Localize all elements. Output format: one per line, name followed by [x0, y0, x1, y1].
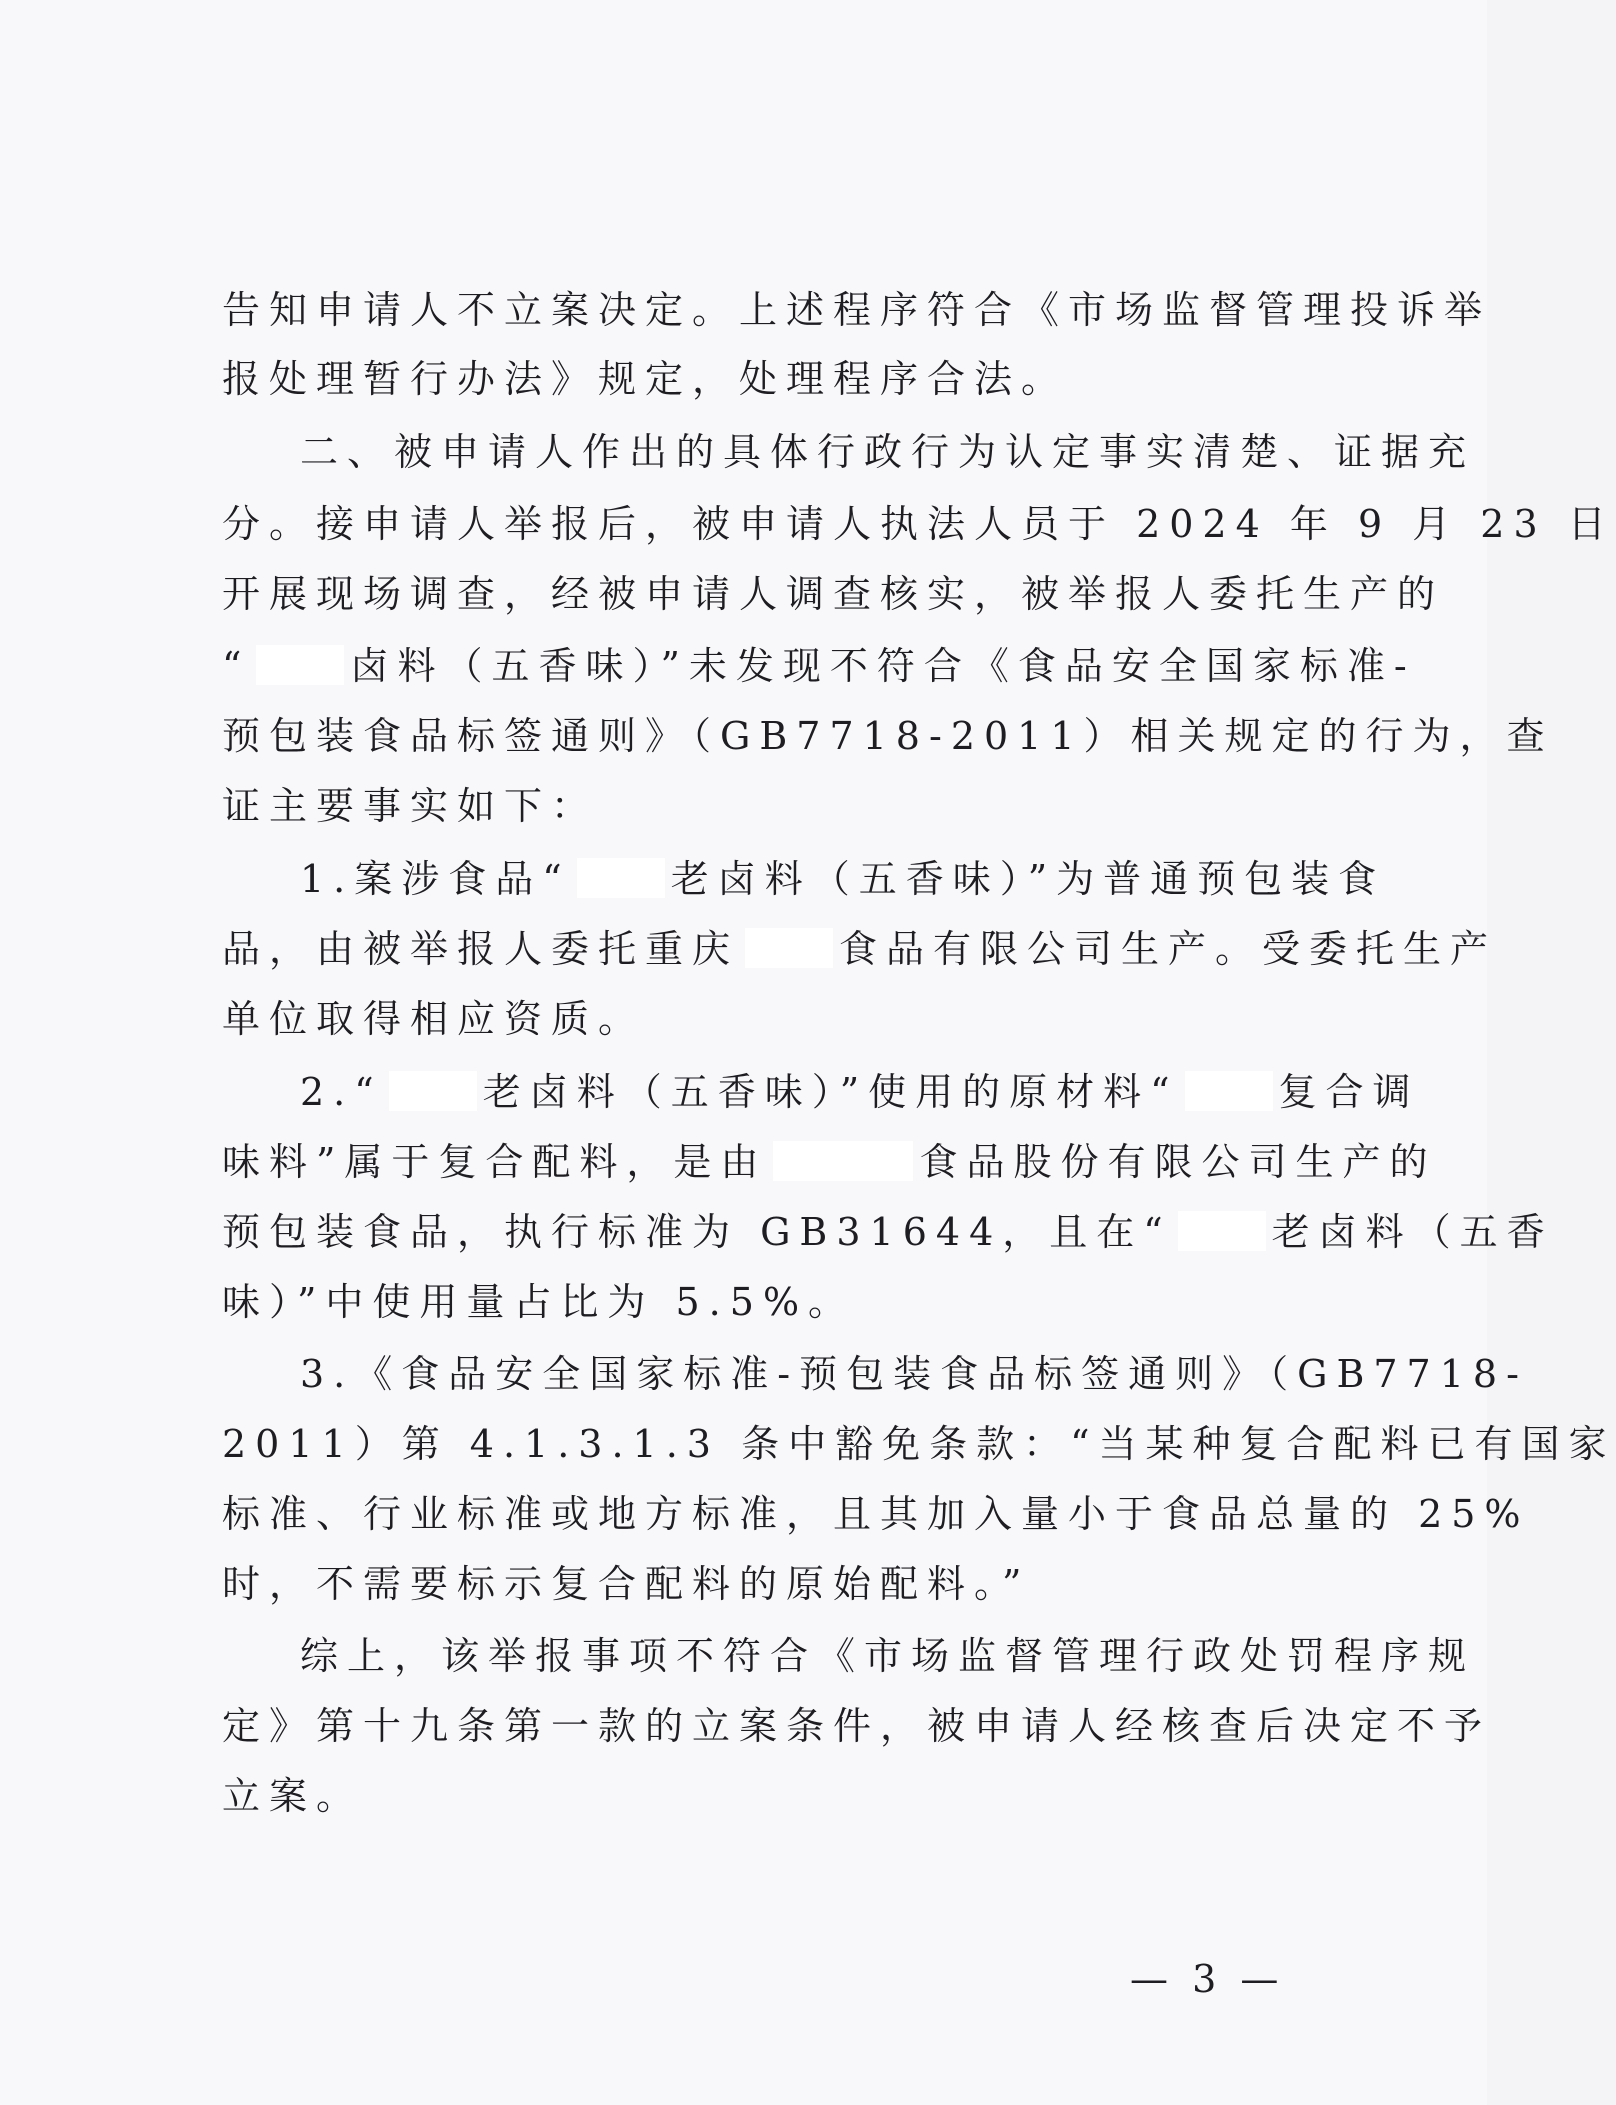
text-line: 二、被申请人作出的具体行政行为认定事实清楚、证据充 — [300, 430, 1476, 474]
text-line — [222, 642, 1416, 690]
redaction-block — [389, 1071, 477, 1111]
text-line: 2011）第 4.1.3.1.3 条中豁免条款：“当某种复合配料已有国家 — [222, 1422, 1616, 1466]
text-fragment: 老卤料（五香味）”使用的原材料“ — [482, 1070, 1179, 1114]
redaction-block — [1178, 1211, 1266, 1251]
text-line: 报处理暂行办法》规定，处理程序合法。 — [222, 357, 1069, 401]
text-line — [222, 1138, 1436, 1186]
text-line: 告知申请人不立案决定。上述程序符合《市场监督管理投诉举 — [222, 288, 1492, 332]
text-line: 3.《食品安全国家标准-预包装食品标签通则》（GB7718- — [300, 1352, 1528, 1396]
redaction-block — [745, 928, 833, 968]
text-fragment: 食品有限公司生产。受委托生产 — [839, 927, 1498, 971]
text-fragment: 预包装食品，执行标准为 GB31644，且在“ — [222, 1210, 1172, 1254]
text-line: 综上，该举报事项不符合《市场监督管理行政处罚程序规 — [300, 1634, 1476, 1678]
list-marker: 2.“ — [300, 1070, 383, 1114]
text-line: 定》第十九条第一款的立案条件，被申请人经核查后决定不予 — [222, 1704, 1492, 1748]
list-marker: 1.案涉食品“ — [300, 857, 571, 901]
quote-mark: “ — [222, 644, 251, 688]
text-fragment: 老卤料（五香味）”为普通预包装食 — [670, 857, 1386, 901]
redaction-block — [577, 858, 665, 898]
text-fragment: 品，由被举报人委托重庆 — [222, 927, 740, 971]
text-line — [222, 925, 1497, 973]
text-line: 证主要事实如下： — [222, 784, 599, 828]
text-line: 预包装食品标签通则》（GB7718-2011）相关规定的行为，查 — [222, 714, 1554, 758]
text-fragment: 卤料（五香味）”未发现不符合《食品安全国家标准- — [350, 644, 1416, 688]
text-line: 开展现场调查，经被申请人调查核实，被举报人委托生产的 — [222, 572, 1445, 616]
text-line: 立案。 — [222, 1774, 364, 1818]
text-fragment: 味料”属于复合配料，是由 — [222, 1140, 768, 1184]
redaction-block — [256, 645, 344, 685]
redaction-block — [1185, 1071, 1273, 1111]
text-line: 味）”中使用量占比为 5.5%。 — [222, 1280, 856, 1324]
text-fragment: 复合调 — [1278, 1070, 1420, 1114]
text-fragment: 老卤料（五香 — [1271, 1210, 1554, 1254]
text-line: 时，不需要标示复合配料的原始配料。” — [222, 1562, 1031, 1606]
text-line: 单位取得相应资质。 — [222, 997, 646, 1041]
text-line: 分。接申请人举报后，被申请人执法人员于 2024 年 9 月 23 日 — [222, 502, 1615, 546]
text-fragment: 食品股份有限公司生产的 — [919, 1140, 1437, 1184]
text-line — [300, 1068, 1420, 1116]
text-line — [222, 1208, 1554, 1256]
text-line — [300, 855, 1385, 903]
text-line: 标准、行业标准或地方标准，且其加入量小于食品总量的 25% — [222, 1492, 1530, 1536]
page-number: — 3 — — [1130, 1957, 1285, 2001]
redaction-block — [773, 1141, 913, 1181]
